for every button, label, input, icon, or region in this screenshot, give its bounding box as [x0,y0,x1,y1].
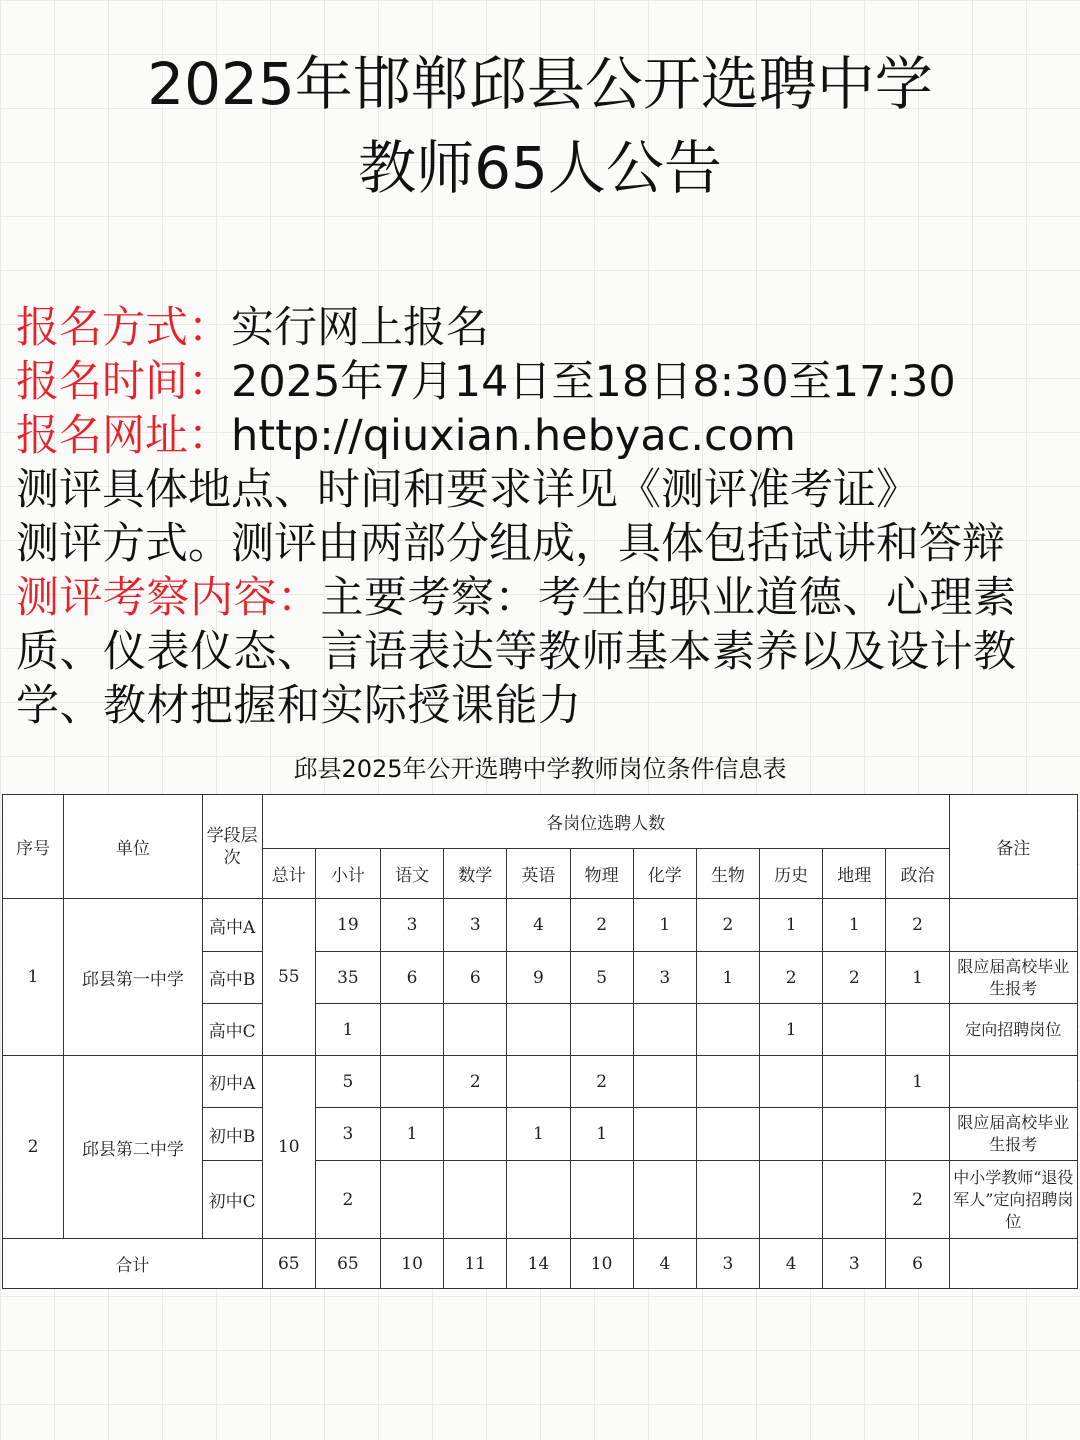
header-remark: 备注 [949,795,1077,899]
signup-time-label: 报名时间： [16,357,231,407]
subtotal-cell: 35 [315,952,380,1004]
count-cell: 1 [886,1056,949,1108]
count-cell: 6 [381,952,444,1004]
count-cell: 2 [886,1161,949,1239]
count-cell [381,1161,444,1239]
header-group: 各岗位选聘人数 [262,795,949,849]
count-cell [823,1161,886,1239]
subtotal-cell: 2 [315,1161,380,1239]
remark-cell: 限应届高校毕业生报考 [949,952,1077,1004]
count-cell [444,1108,507,1161]
subject-total: 6 [886,1239,949,1289]
school-index: 2 [3,1056,64,1239]
count-cell: 2 [570,1056,633,1108]
count-cell [507,1161,570,1239]
level-cell: 高中C [202,1004,262,1056]
subject-total: 11 [444,1239,507,1289]
count-cell [760,1108,823,1161]
count-cell [570,1161,633,1239]
count-cell [507,1004,570,1056]
count-cell [823,1056,886,1108]
count-cell: 5 [570,952,633,1004]
subtotal-cell: 3 [315,1108,380,1161]
remark-cell [949,1056,1077,1108]
page-title [0,42,1080,210]
count-cell [696,1004,759,1056]
header-subject: 生物 [696,849,759,899]
count-cell: 1 [823,899,886,952]
school-total: 10 [262,1056,315,1239]
signup-site-url[interactable]: http://qiuxian.hebyac.com [231,411,796,461]
school-total: 55 [262,899,315,1056]
count-cell [696,1161,759,1239]
count-cell: 1 [570,1108,633,1161]
count-cell: 3 [633,952,696,1004]
school-unit: 邱县第一中学 [64,899,202,1056]
table-caption: 邱县2025年公开选聘中学教师岗位条件信息表 [293,755,787,783]
count-cell: 2 [444,1056,507,1108]
count-cell [696,1108,759,1161]
count-cell: 1 [633,899,696,952]
signup-site-label: 报名网址： [16,411,231,461]
header-subject: 数学 [444,849,507,899]
count-cell: 1 [886,952,949,1004]
count-cell [886,1004,949,1056]
count-cell: 9 [507,952,570,1004]
signup-site [16,409,1066,463]
evaluation-content-label: 测评考察内容： [16,573,321,623]
level-cell: 初中A [202,1056,262,1108]
subject-total: 10 [381,1239,444,1289]
title-line-2: 教师65人公告 [358,134,722,202]
signup-time-value: 2025年7月14日至18日8:30至17:30 [231,357,956,407]
count-cell: 2 [696,899,759,952]
count-cell [633,1161,696,1239]
header-unit: 单位 [64,795,202,899]
header-subject: 英语 [507,849,570,899]
header-subject: 化学 [633,849,696,899]
level-cell: 高中A [202,899,262,952]
count-cell [760,1056,823,1108]
count-cell: 3 [444,899,507,952]
count-cell: 3 [381,899,444,952]
subject-total: 14 [507,1239,570,1289]
level-cell: 初中B [202,1108,262,1161]
signup-method-value: 实行网上报名 [231,303,489,353]
school-unit: 邱县第二中学 [64,1056,202,1239]
count-cell: 1 [381,1108,444,1161]
subject-total: 3 [823,1239,886,1289]
grand-subtotal: 65 [315,1239,380,1289]
evaluation-location-line: 测评具体地点、时间和要求详见《测评准考证》 [16,465,919,515]
subject-total: 10 [570,1239,633,1289]
remark-cell: 中小学教师“退役军人”定向招聘岗位 [949,1161,1077,1239]
school-index: 1 [3,899,64,1056]
evaluation-content-value: 主要考察：考生的职业道德、心理素质、仪表仪态、言语表达等教师基本素养以及设计教学、教材把握和实际授课能力 [16,573,1017,731]
count-cell [823,1108,886,1161]
header-subject: 政治 [886,849,949,899]
subtotal-cell: 19 [315,899,380,952]
count-cell [696,1056,759,1108]
header-level: 学段层次 [202,795,262,899]
count-cell: 4 [507,899,570,952]
evaluation-content [16,571,1066,733]
header-subtotal: 小计 [315,849,380,899]
count-cell [633,1108,696,1161]
count-cell: 1 [507,1108,570,1161]
signup-method [16,301,1066,355]
count-cell [507,1056,570,1108]
signup-method-label: 报名方式： [16,303,231,353]
count-cell [633,1056,696,1108]
count-cell [381,1004,444,1056]
header-subject: 语文 [381,849,444,899]
count-cell [760,1161,823,1239]
count-cell [444,1004,507,1056]
header-subject: 历史 [760,849,823,899]
count-cell [633,1004,696,1056]
title-line-1: 2025年邯郸邱县公开选聘中学 [147,50,933,118]
count-cell: 2 [823,952,886,1004]
header-subject: 地理 [823,849,886,899]
header-subject: 物理 [570,849,633,899]
count-cell [823,1004,886,1056]
count-cell: 2 [886,899,949,952]
subject-total: 3 [696,1239,759,1289]
positions-table [2,794,1078,1289]
grand-total: 65 [262,1239,315,1289]
info-section [16,301,1066,733]
level-cell: 初中C [202,1161,262,1239]
count-cell [444,1161,507,1239]
remark-cell: 定向招聘岗位 [949,1004,1077,1056]
count-cell: 6 [444,952,507,1004]
subtotal-cell: 1 [315,1004,380,1056]
remark-cell [949,899,1077,952]
total-row [3,1239,1078,1289]
count-cell: 2 [570,899,633,952]
count-cell [886,1108,949,1161]
header-total: 总计 [262,849,315,899]
header-index: 序号 [3,795,64,899]
level-cell: 高中B [202,952,262,1004]
remark-cell [949,1239,1077,1289]
subject-total: 4 [760,1239,823,1289]
table-row [3,1056,1078,1108]
subject-total: 4 [633,1239,696,1289]
count-cell: 1 [760,1004,823,1056]
count-cell: 2 [760,952,823,1004]
count-cell [381,1056,444,1108]
subtotal-cell: 5 [315,1056,380,1108]
evaluation-format-line: 测评方式。测评由两部分组成，具体包括试讲和答辩 [16,519,1005,569]
remark-cell: 限应届高校毕业生报考 [949,1108,1077,1161]
table-row [3,899,1078,952]
signup-time [16,355,1066,409]
total-label: 合计 [3,1239,263,1289]
count-cell: 1 [696,952,759,1004]
count-cell: 1 [760,899,823,952]
count-cell [570,1004,633,1056]
